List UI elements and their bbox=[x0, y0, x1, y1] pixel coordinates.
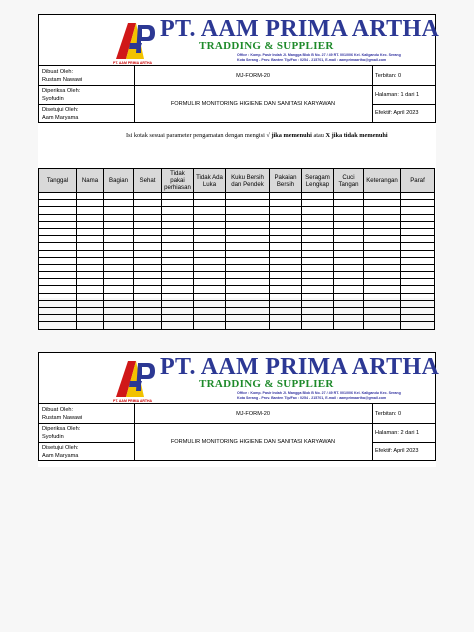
table-cell[interactable] bbox=[104, 279, 134, 286]
table-cell[interactable] bbox=[401, 214, 435, 221]
table-cell[interactable] bbox=[134, 200, 162, 207]
table-row bbox=[39, 200, 435, 207]
table-cell[interactable] bbox=[226, 200, 270, 207]
table-cell[interactable] bbox=[162, 207, 194, 214]
form-code: MJ-FORM-20 bbox=[236, 73, 270, 79]
table-cell[interactable] bbox=[194, 257, 226, 264]
table-cell[interactable] bbox=[39, 286, 77, 293]
table-cell[interactable] bbox=[162, 315, 194, 322]
table-cell[interactable] bbox=[270, 322, 302, 329]
table-cell[interactable] bbox=[39, 322, 77, 329]
table-cell[interactable] bbox=[270, 272, 302, 279]
monitoring-table bbox=[38, 168, 435, 330]
table-cell[interactable] bbox=[364, 200, 401, 207]
table-cell[interactable] bbox=[334, 286, 364, 293]
table-cell[interactable] bbox=[401, 264, 435, 271]
table-row bbox=[39, 264, 435, 271]
table-cell[interactable] bbox=[302, 315, 334, 322]
table-cell[interactable] bbox=[194, 207, 226, 214]
table-cell[interactable] bbox=[104, 308, 134, 315]
table-cell[interactable] bbox=[226, 243, 270, 250]
table-cell[interactable] bbox=[302, 286, 334, 293]
table-cell[interactable] bbox=[302, 207, 334, 214]
table-cell[interactable] bbox=[302, 300, 334, 307]
column-header: Keterangan bbox=[364, 169, 401, 193]
table-cell[interactable] bbox=[77, 293, 104, 300]
table-cell[interactable] bbox=[104, 250, 134, 257]
table-cell[interactable] bbox=[77, 193, 104, 200]
table-cell[interactable] bbox=[134, 315, 162, 322]
table-cell[interactable] bbox=[104, 286, 134, 293]
table-cell[interactable] bbox=[270, 264, 302, 271]
table-cell[interactable] bbox=[39, 308, 77, 315]
table-cell[interactable] bbox=[194, 300, 226, 307]
table-cell[interactable] bbox=[334, 322, 364, 329]
dibuat-label: Dibuat Oleh: bbox=[42, 407, 74, 413]
table-cell[interactable] bbox=[39, 243, 77, 250]
table-cell[interactable] bbox=[77, 207, 104, 214]
table-cell[interactable] bbox=[104, 257, 134, 264]
table-cell[interactable] bbox=[104, 300, 134, 307]
table-cell[interactable] bbox=[401, 308, 435, 315]
table-cell[interactable] bbox=[364, 207, 401, 214]
table-cell[interactable] bbox=[302, 279, 334, 286]
table-cell[interactable] bbox=[302, 272, 334, 279]
table-cell[interactable] bbox=[270, 257, 302, 264]
logo-caption: PT. AAM PRIMA ARTHA bbox=[113, 61, 153, 65]
table-cell[interactable] bbox=[334, 300, 364, 307]
table-row bbox=[39, 243, 435, 250]
table-cell[interactable] bbox=[401, 236, 435, 243]
table-cell[interactable] bbox=[194, 322, 226, 329]
table-cell[interactable] bbox=[194, 228, 226, 235]
table-cell[interactable] bbox=[162, 272, 194, 279]
table-cell[interactable] bbox=[104, 193, 134, 200]
diperiksa-name: Syofudin bbox=[42, 434, 64, 440]
table-cell[interactable] bbox=[270, 200, 302, 207]
table-cell[interactable] bbox=[104, 322, 134, 329]
table-cell[interactable] bbox=[134, 286, 162, 293]
table-cell[interactable] bbox=[134, 293, 162, 300]
form-info-box bbox=[38, 403, 436, 461]
table-cell[interactable] bbox=[77, 243, 104, 250]
table-cell[interactable] bbox=[270, 293, 302, 300]
table-row bbox=[39, 322, 435, 329]
table-cell[interactable] bbox=[134, 257, 162, 264]
table-cell[interactable] bbox=[104, 200, 134, 207]
table-row bbox=[39, 279, 435, 286]
table-cell[interactable] bbox=[134, 228, 162, 235]
table-cell[interactable] bbox=[302, 214, 334, 221]
table-cell[interactable] bbox=[194, 250, 226, 257]
table-cell[interactable] bbox=[401, 322, 435, 329]
table-row bbox=[39, 193, 435, 200]
table-cell[interactable] bbox=[162, 228, 194, 235]
table-cell[interactable] bbox=[401, 243, 435, 250]
table-row bbox=[39, 228, 435, 235]
table-cell[interactable] bbox=[134, 207, 162, 214]
table-cell[interactable] bbox=[270, 286, 302, 293]
table-cell[interactable] bbox=[77, 236, 104, 243]
table-cell[interactable] bbox=[162, 293, 194, 300]
table-cell[interactable] bbox=[134, 214, 162, 221]
table-cell[interactable] bbox=[162, 243, 194, 250]
table-cell[interactable] bbox=[401, 315, 435, 322]
table-cell[interactable] bbox=[194, 272, 226, 279]
table-cell[interactable] bbox=[302, 293, 334, 300]
table-cell[interactable] bbox=[104, 214, 134, 221]
table-cell[interactable] bbox=[194, 315, 226, 322]
efektif: Efektif: April 2023 bbox=[375, 448, 419, 454]
table-cell[interactable] bbox=[226, 214, 270, 221]
column-header: Bagian bbox=[104, 169, 134, 193]
company-logo-icon bbox=[114, 19, 156, 63]
table-cell[interactable] bbox=[364, 308, 401, 315]
form-code: MJ-FORM-20 bbox=[236, 411, 270, 417]
table-cell[interactable] bbox=[226, 228, 270, 235]
table-cell[interactable] bbox=[364, 221, 401, 228]
table-row bbox=[39, 236, 435, 243]
table-cell[interactable] bbox=[401, 293, 435, 300]
table-cell[interactable] bbox=[401, 228, 435, 235]
column-header: Sehat bbox=[134, 169, 162, 193]
table-cell[interactable] bbox=[104, 264, 134, 271]
table-cell[interactable] bbox=[364, 214, 401, 221]
table-cell[interactable] bbox=[77, 257, 104, 264]
table-cell[interactable] bbox=[134, 250, 162, 257]
company-name: PT. AAM PRIMA ARTHA bbox=[160, 16, 440, 42]
table-cell[interactable] bbox=[364, 257, 401, 264]
table-cell[interactable] bbox=[226, 221, 270, 228]
table-row bbox=[39, 308, 435, 315]
table-row bbox=[39, 257, 435, 264]
table-cell[interactable] bbox=[194, 308, 226, 315]
table-cell[interactable] bbox=[334, 315, 364, 322]
table-cell[interactable] bbox=[77, 228, 104, 235]
table-cell[interactable] bbox=[334, 293, 364, 300]
table-cell[interactable] bbox=[226, 286, 270, 293]
table-cell[interactable] bbox=[39, 272, 77, 279]
table-cell[interactable] bbox=[334, 207, 364, 214]
table-cell[interactable] bbox=[364, 193, 401, 200]
table-cell[interactable] bbox=[401, 250, 435, 257]
column-header: Kuku Bersih dan Pendek bbox=[226, 169, 270, 193]
table-cell[interactable] bbox=[39, 228, 77, 235]
table-row bbox=[39, 250, 435, 257]
table-cell[interactable] bbox=[270, 300, 302, 307]
table-cell[interactable] bbox=[194, 200, 226, 207]
company-address: Office : Komp. Pasir Indah Jl. Mangga Blok B No. 27 / 49 RT. 001/006 Kel. Kaligandu Kec. Serang Kota Serang - Prov. Banten Tlp/Fax : 0254 - 215701, E-mail : aamprimaartha@gmail.com bbox=[237, 391, 401, 400]
column-header: Paraf bbox=[401, 169, 435, 193]
letterhead bbox=[38, 14, 440, 66]
table-cell[interactable] bbox=[39, 207, 77, 214]
table-cell[interactable] bbox=[39, 264, 77, 271]
table-cell[interactable] bbox=[401, 272, 435, 279]
table-cell[interactable] bbox=[39, 221, 77, 228]
table-cell[interactable] bbox=[364, 300, 401, 307]
table-cell[interactable] bbox=[226, 293, 270, 300]
table-cell[interactable] bbox=[302, 221, 334, 228]
table-cell[interactable] bbox=[364, 236, 401, 243]
table-cell[interactable] bbox=[39, 200, 77, 207]
table-cell[interactable] bbox=[194, 279, 226, 286]
table-cell[interactable] bbox=[302, 228, 334, 235]
company-tagline: TRADDING & SUPPLIER bbox=[199, 40, 334, 52]
dibuat-name: Rustam Nawawi bbox=[42, 77, 83, 83]
form-page-2 bbox=[38, 352, 440, 467]
table-cell[interactable] bbox=[104, 315, 134, 322]
column-header: Tidak Ada Luka bbox=[194, 169, 226, 193]
table-cell[interactable] bbox=[364, 228, 401, 235]
table-cell[interactable] bbox=[401, 257, 435, 264]
table-cell[interactable] bbox=[364, 272, 401, 279]
table-cell[interactable] bbox=[226, 264, 270, 271]
table-cell[interactable] bbox=[77, 221, 104, 228]
table-cell[interactable] bbox=[302, 236, 334, 243]
table-cell[interactable] bbox=[401, 221, 435, 228]
table-row bbox=[39, 286, 435, 293]
table-cell[interactable] bbox=[194, 214, 226, 221]
table-row bbox=[39, 300, 435, 307]
disetujui-name: Aam Maryama bbox=[42, 115, 79, 121]
table-cell[interactable] bbox=[104, 272, 134, 279]
table-cell[interactable] bbox=[226, 236, 270, 243]
table-cell[interactable] bbox=[334, 272, 364, 279]
table-cell[interactable] bbox=[334, 214, 364, 221]
table-cell[interactable] bbox=[226, 272, 270, 279]
table-cell[interactable] bbox=[134, 322, 162, 329]
table-cell[interactable] bbox=[334, 221, 364, 228]
company-tagline: TRADDING & SUPPLIER bbox=[199, 378, 334, 390]
table-cell[interactable] bbox=[134, 236, 162, 243]
table-cell[interactable] bbox=[162, 300, 194, 307]
table-cell[interactable] bbox=[401, 193, 435, 200]
table-cell[interactable] bbox=[194, 293, 226, 300]
table-cell[interactable] bbox=[162, 308, 194, 315]
table-cell[interactable] bbox=[270, 236, 302, 243]
table-cell[interactable] bbox=[39, 257, 77, 264]
table-cell[interactable] bbox=[194, 264, 226, 271]
table-cell[interactable] bbox=[77, 315, 104, 322]
table-cell[interactable] bbox=[226, 322, 270, 329]
table-cell[interactable] bbox=[334, 308, 364, 315]
column-header: Cuci Tangan bbox=[334, 169, 364, 193]
table-cell[interactable] bbox=[134, 193, 162, 200]
table-cell[interactable] bbox=[194, 243, 226, 250]
column-header: Nama bbox=[77, 169, 104, 193]
table-cell[interactable] bbox=[104, 221, 134, 228]
table-cell[interactable] bbox=[134, 243, 162, 250]
table-cell[interactable] bbox=[194, 193, 226, 200]
table-cell[interactable] bbox=[270, 308, 302, 315]
table-row bbox=[39, 207, 435, 214]
table-cell[interactable] bbox=[334, 228, 364, 235]
table-cell[interactable] bbox=[77, 300, 104, 307]
table-cell[interactable] bbox=[104, 243, 134, 250]
form-title: FORMULIR MONITORING HIGIENE DAN SANITASI KARYAWAN bbox=[170, 439, 336, 445]
terbitan: Terbitan: 0 bbox=[375, 73, 402, 79]
table-cell[interactable] bbox=[334, 264, 364, 271]
table-cell[interactable] bbox=[39, 193, 77, 200]
table-cell[interactable] bbox=[162, 286, 194, 293]
company-address: Office : Komp. Pasir Indah Jl. Mangga Blok B No. 27 / 49 RT. 001/006 Kel. Kaligandu Kec. Serang Kota Serang - Prov. Banten Tlp/Fax : 0254 - 215701, E-mail : aamprimaartha@gmail.com bbox=[237, 53, 401, 62]
table-cell[interactable] bbox=[104, 236, 134, 243]
table-cell[interactable] bbox=[302, 200, 334, 207]
table-cell[interactable] bbox=[270, 207, 302, 214]
table-cell[interactable] bbox=[162, 279, 194, 286]
table-cell[interactable] bbox=[77, 214, 104, 221]
table-cell[interactable] bbox=[104, 293, 134, 300]
table-cell[interactable] bbox=[77, 286, 104, 293]
table-cell[interactable] bbox=[226, 279, 270, 286]
table-cell[interactable] bbox=[134, 279, 162, 286]
column-header: Tanggal bbox=[39, 169, 77, 193]
table-cell[interactable] bbox=[77, 264, 104, 271]
table-row bbox=[39, 221, 435, 228]
table-cell[interactable] bbox=[270, 228, 302, 235]
column-header: Tidak pakai perhiasan bbox=[162, 169, 194, 193]
table-cell[interactable] bbox=[39, 214, 77, 221]
halaman: Halaman: 1 dari 1 bbox=[375, 92, 420, 98]
table-cell[interactable] bbox=[334, 257, 364, 264]
table-cell[interactable] bbox=[194, 221, 226, 228]
table-cell[interactable] bbox=[77, 200, 104, 207]
table-cell[interactable] bbox=[39, 293, 77, 300]
table-cell[interactable] bbox=[226, 207, 270, 214]
table-cell[interactable] bbox=[194, 286, 226, 293]
efektif: Efektif: April 2023 bbox=[375, 110, 419, 116]
table-cell[interactable] bbox=[334, 279, 364, 286]
table-cell[interactable] bbox=[134, 308, 162, 315]
table-cell[interactable] bbox=[162, 214, 194, 221]
table-cell[interactable] bbox=[302, 264, 334, 271]
form-title: FORMULIR MONITORING HIGIENE DAN SANITASI KARYAWAN bbox=[170, 101, 336, 107]
table-cell[interactable] bbox=[401, 279, 435, 286]
table-cell[interactable] bbox=[270, 221, 302, 228]
company-logo-icon bbox=[114, 357, 156, 401]
table-cell[interactable] bbox=[77, 272, 104, 279]
dibuat-label: Dibuat Oleh: bbox=[42, 69, 74, 75]
table-cell[interactable] bbox=[77, 322, 104, 329]
table-cell[interactable] bbox=[226, 300, 270, 307]
table-row bbox=[39, 272, 435, 279]
table-cell[interactable] bbox=[364, 286, 401, 293]
table-cell[interactable] bbox=[39, 315, 77, 322]
table-cell[interactable] bbox=[162, 193, 194, 200]
table-cell[interactable] bbox=[39, 250, 77, 257]
table-row bbox=[39, 315, 435, 322]
form-info-box bbox=[38, 65, 436, 123]
table-cell[interactable] bbox=[226, 250, 270, 257]
dibuat-name: Rustam Nawawi bbox=[42, 415, 83, 421]
diperiksa-label: Diperiksa Oleh: bbox=[42, 426, 81, 432]
table-cell[interactable] bbox=[364, 243, 401, 250]
instruction-text: Isi kotak sesuai parameter pengamatan dengan mengisi √ jika memenuhi atau X jika tidak memenuhi bbox=[126, 132, 388, 139]
table-cell[interactable] bbox=[302, 322, 334, 329]
table-cell[interactable] bbox=[270, 193, 302, 200]
logo-caption: PT. AAM PRIMA ARTHA bbox=[113, 399, 153, 403]
table-cell[interactable] bbox=[162, 236, 194, 243]
table-cell[interactable] bbox=[162, 200, 194, 207]
table-cell[interactable] bbox=[162, 257, 194, 264]
table-cell[interactable] bbox=[39, 236, 77, 243]
table-cell[interactable] bbox=[364, 322, 401, 329]
table-cell[interactable] bbox=[134, 264, 162, 271]
table-cell[interactable] bbox=[162, 264, 194, 271]
table-cell[interactable] bbox=[226, 315, 270, 322]
table-cell[interactable] bbox=[270, 315, 302, 322]
table-cell[interactable] bbox=[364, 293, 401, 300]
table-cell[interactable] bbox=[77, 250, 104, 257]
table-cell[interactable] bbox=[364, 315, 401, 322]
table-cell[interactable] bbox=[194, 236, 226, 243]
table-cell[interactable] bbox=[401, 286, 435, 293]
table-cell[interactable] bbox=[226, 193, 270, 200]
table-cell[interactable] bbox=[364, 279, 401, 286]
table-cell[interactable] bbox=[334, 250, 364, 257]
table-cell[interactable] bbox=[302, 243, 334, 250]
table-cell[interactable] bbox=[104, 207, 134, 214]
letterhead bbox=[38, 352, 440, 404]
column-header: Pakaian Bersih bbox=[270, 169, 302, 193]
table-cell[interactable] bbox=[401, 200, 435, 207]
table-cell[interactable] bbox=[39, 279, 77, 286]
table-cell[interactable] bbox=[77, 279, 104, 286]
table-cell[interactable] bbox=[270, 279, 302, 286]
table-cell[interactable] bbox=[302, 308, 334, 315]
table-cell[interactable] bbox=[226, 257, 270, 264]
table-cell[interactable] bbox=[162, 250, 194, 257]
table-cell[interactable] bbox=[270, 243, 302, 250]
terbitan: Terbitan: 0 bbox=[375, 411, 402, 417]
form-page-1 bbox=[38, 14, 440, 298]
halaman: Halaman: 2 dari 1 bbox=[375, 430, 420, 436]
table-cell[interactable] bbox=[334, 236, 364, 243]
table-cell[interactable] bbox=[334, 243, 364, 250]
disetujui-name: Aam Maryama bbox=[42, 453, 79, 459]
table-row bbox=[39, 214, 435, 221]
table-row bbox=[39, 293, 435, 300]
table-cell[interactable] bbox=[334, 200, 364, 207]
column-header: Seragam Lengkap bbox=[302, 169, 334, 193]
table-cell[interactable] bbox=[226, 308, 270, 315]
table-cell[interactable] bbox=[401, 207, 435, 214]
table-cell[interactable] bbox=[270, 214, 302, 221]
company-name: PT. AAM PRIMA ARTHA bbox=[160, 354, 440, 380]
table-cell[interactable] bbox=[401, 300, 435, 307]
table-cell[interactable] bbox=[134, 272, 162, 279]
table-cell[interactable] bbox=[302, 250, 334, 257]
table-cell[interactable] bbox=[364, 250, 401, 257]
table-cell[interactable] bbox=[302, 257, 334, 264]
table-cell[interactable] bbox=[162, 322, 194, 329]
disetujui-label: Disetujui Oleh: bbox=[42, 107, 79, 113]
diperiksa-name: Syofudin bbox=[42, 96, 64, 102]
table-cell[interactable] bbox=[77, 308, 104, 315]
diperiksa-label: Diperiksa Oleh: bbox=[42, 88, 81, 94]
table-cell[interactable] bbox=[162, 221, 194, 228]
table-cell[interactable] bbox=[134, 221, 162, 228]
table-cell[interactable] bbox=[334, 193, 364, 200]
table-cell[interactable] bbox=[104, 228, 134, 235]
table-cell[interactable] bbox=[364, 264, 401, 271]
table-cell[interactable] bbox=[302, 193, 334, 200]
table-cell[interactable] bbox=[134, 300, 162, 307]
table-cell[interactable] bbox=[39, 300, 77, 307]
disetujui-label: Disetujui Oleh: bbox=[42, 445, 79, 451]
table-cell[interactable] bbox=[270, 250, 302, 257]
